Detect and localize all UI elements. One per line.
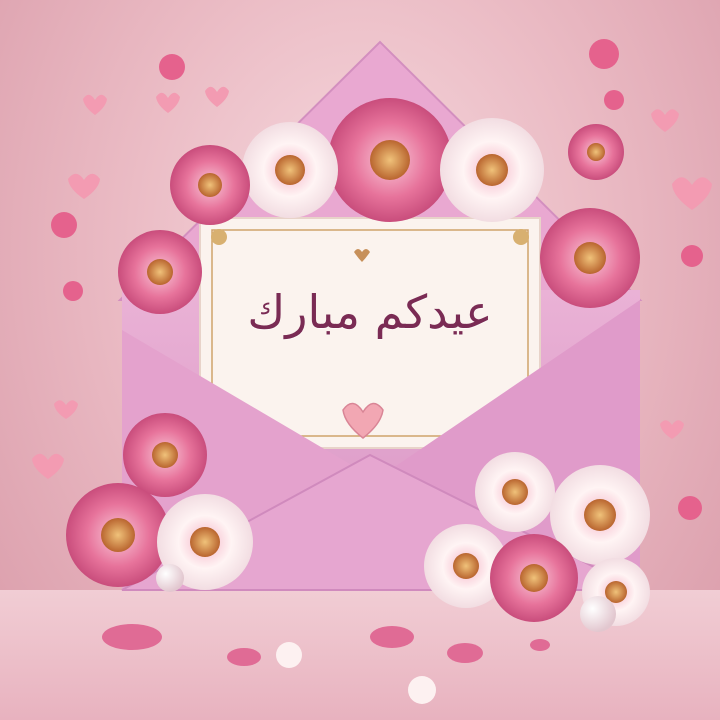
flower-icon — [490, 534, 578, 622]
heart-icon — [83, 95, 107, 115]
greeting-text: عيدكم مبارك — [247, 285, 493, 339]
flower-icon — [123, 413, 207, 497]
heart-icon — [32, 454, 64, 479]
flower-icon — [540, 208, 640, 308]
heart-icon — [370, 626, 414, 648]
flower-icon — [475, 452, 555, 532]
frame-ornament-icon — [211, 229, 227, 245]
flower-icon — [118, 230, 202, 314]
pompom-icon — [604, 90, 624, 110]
flower-icon — [440, 118, 544, 222]
heart-icon — [54, 400, 78, 419]
flower-icon — [276, 642, 302, 668]
heart-icon — [68, 174, 100, 199]
frame-ornament-icon — [513, 229, 529, 245]
heart-icon — [651, 109, 679, 132]
pearl-icon — [156, 564, 184, 592]
flower-icon — [328, 98, 452, 222]
pompom-icon — [63, 281, 83, 301]
pompom-icon — [589, 39, 619, 69]
pompom-icon — [678, 496, 702, 520]
heart-icon — [530, 639, 550, 651]
heart-icon — [447, 643, 483, 663]
flower-icon — [568, 124, 624, 180]
flower-icon — [242, 122, 338, 218]
pompom-icon — [51, 212, 77, 238]
heart-icon — [156, 93, 180, 113]
heart-icon — [672, 177, 712, 210]
heart-icon — [660, 420, 684, 439]
heart-icon — [102, 624, 162, 650]
pearl-icon — [580, 596, 616, 632]
heart-icon — [205, 87, 229, 107]
flower-icon — [66, 483, 170, 587]
pompom-icon — [681, 245, 703, 267]
heart-icon — [227, 648, 261, 666]
flower-icon — [170, 145, 250, 225]
pompom-icon — [159, 54, 185, 80]
flower-icon — [408, 676, 436, 704]
